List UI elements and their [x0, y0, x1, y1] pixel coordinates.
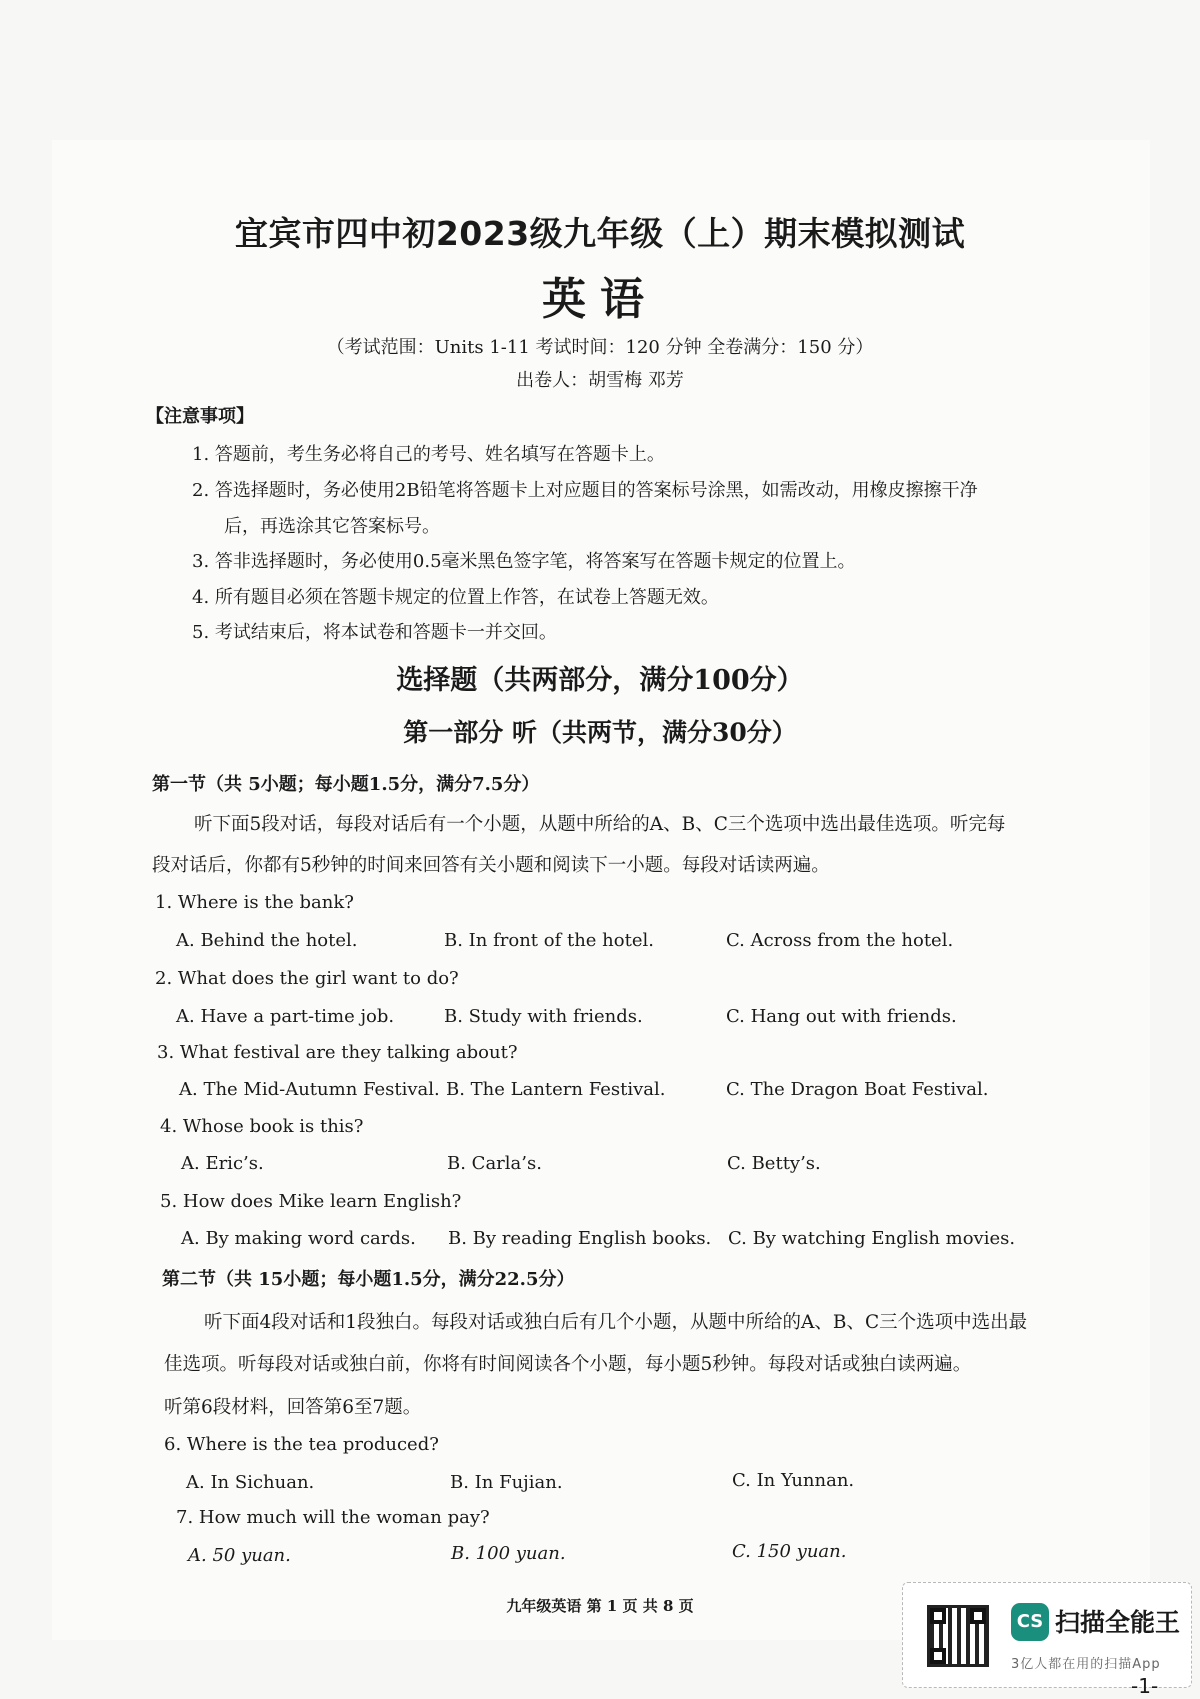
option-b: B. In Fujian. — [450, 1472, 563, 1493]
option-c: C. 150 yuan. — [732, 1541, 847, 1562]
option-b: B. In front of the hotel. — [444, 930, 654, 951]
question-6: 6. Where is the tea produced? — [164, 1434, 439, 1455]
option-b: B. Carla’s. — [447, 1153, 542, 1174]
option-a: A. Have a part-time job. — [176, 1006, 395, 1027]
option-a: A. In Sichuan. — [186, 1472, 315, 1493]
section1-instructions: 听下面5段对话，每段对话后有一个小题，从题中所给的A、B、C三个选项中选出最佳选项。听完每 — [194, 814, 1006, 835]
section1-heading: 第一节（共 5小题；每小题1.5分，满分7.5分） — [152, 774, 540, 795]
notes-heading: 【注意事项】 — [146, 406, 254, 427]
question-3: 3. What festival are they talking about? — [157, 1042, 518, 1063]
scanner-watermark — [902, 1582, 1192, 1688]
page-mark: -1- — [1131, 1674, 1159, 1698]
question-1: 1. Where is the bank? — [155, 892, 354, 913]
qr-code-icon — [927, 1605, 989, 1667]
option-a: A. Eric’s. — [181, 1153, 264, 1174]
question-5: 5. How does Mike learn English? — [160, 1191, 462, 1212]
option-a: A. Behind the hotel. — [176, 930, 358, 951]
section2-instructions: 佳选项。听每段对话或独白前，你将有时间阅读各个小题，每小题5秒钟。每段对话或独白读两遍。 — [164, 1354, 972, 1375]
note-item: 后，再选涂其它答案标号。 — [224, 516, 440, 537]
option-c: C. Betty’s. — [727, 1153, 821, 1174]
option-b: B. By reading English books. — [448, 1228, 712, 1249]
option-b: B. The Lantern Festival. — [446, 1079, 666, 1100]
exam-subject: 英语 — [542, 274, 658, 325]
option-c: C. By watching English movies. — [728, 1228, 1016, 1249]
note-item: 4. 所有题目必须在答题卡规定的位置上作答，在试卷上答题无效。 — [192, 587, 719, 608]
scanner-app-name: 扫描全能王 — [1055, 1608, 1181, 1637]
section2-instructions: 听下面4段对话和1段独白。每段对话或独白后有几个小题，从题中所给的A、B、C三个选项中选出最 — [204, 1312, 1028, 1333]
option-c: C. Across from the hotel. — [726, 930, 954, 951]
note-item: 2. 答选择题时，务必使用2B铅笔将答题卡上对应题目的答案标号涂黑，如需改动，用橡皮擦擦干净 — [192, 480, 978, 501]
question-4: 4. Whose book is this? — [160, 1116, 364, 1137]
note-item: 3. 答非选择题时，务必使用0.5毫米黑色签字笔，将答案写在答题卡规定的位置上。 — [192, 551, 856, 572]
section2-heading: 第二节（共 15小题；每小题1.5分，满分22.5分） — [162, 1269, 575, 1290]
question-7: 7. How much will the woman pay? — [176, 1507, 490, 1528]
note-item: 5. 考试结束后，将本试卷和答题卡一并交回。 — [192, 622, 557, 643]
page-footer: 九年级英语 第 1 页 共 8 页 — [506, 1597, 694, 1615]
scanner-tagline: 3亿人都在用的扫描App — [1011, 1657, 1161, 1672]
option-b: B. Study with friends. — [444, 1006, 643, 1027]
section-choice-heading: 选择题（共两部分，满分100分） — [396, 665, 804, 696]
exam-scope: （考试范围：Units 1-11 考试时间：120 分钟 全卷满分：150 分） — [326, 337, 874, 358]
exam-author: 出卷人：胡雪梅 邓芳 — [516, 370, 684, 391]
option-a: A. 50 yuan. — [188, 1545, 291, 1566]
exam-title: 宜宾市四中初2023级九年级（上）期末模拟测试 — [234, 214, 966, 253]
option-a: A. The Mid-Autumn Festival. — [179, 1079, 440, 1100]
section1-instructions: 段对话后，你都有5秒钟的时间来回答有关小题和阅读下一小题。每段对话读两遍。 — [152, 855, 830, 876]
option-c: C. Hang out with friends. — [726, 1006, 957, 1027]
note-item: 1. 答题前，考生务必将自己的考号、姓名填写在答题卡上。 — [192, 444, 665, 465]
option-b: B. 100 yuan. — [451, 1543, 566, 1564]
option-c: C. In Yunnan. — [732, 1470, 855, 1491]
section2-material: 听第6段材料，回答第6至7题。 — [164, 1397, 422, 1418]
camscanner-logo-icon: CS — [1011, 1603, 1049, 1641]
option-a: A. By making word cards. — [181, 1228, 416, 1249]
option-c: C. The Dragon Boat Festival. — [726, 1079, 989, 1100]
question-2: 2. What does the girl want to do? — [155, 968, 459, 989]
part-one-heading: 第一部分 听（共两节，满分30分） — [403, 718, 797, 747]
